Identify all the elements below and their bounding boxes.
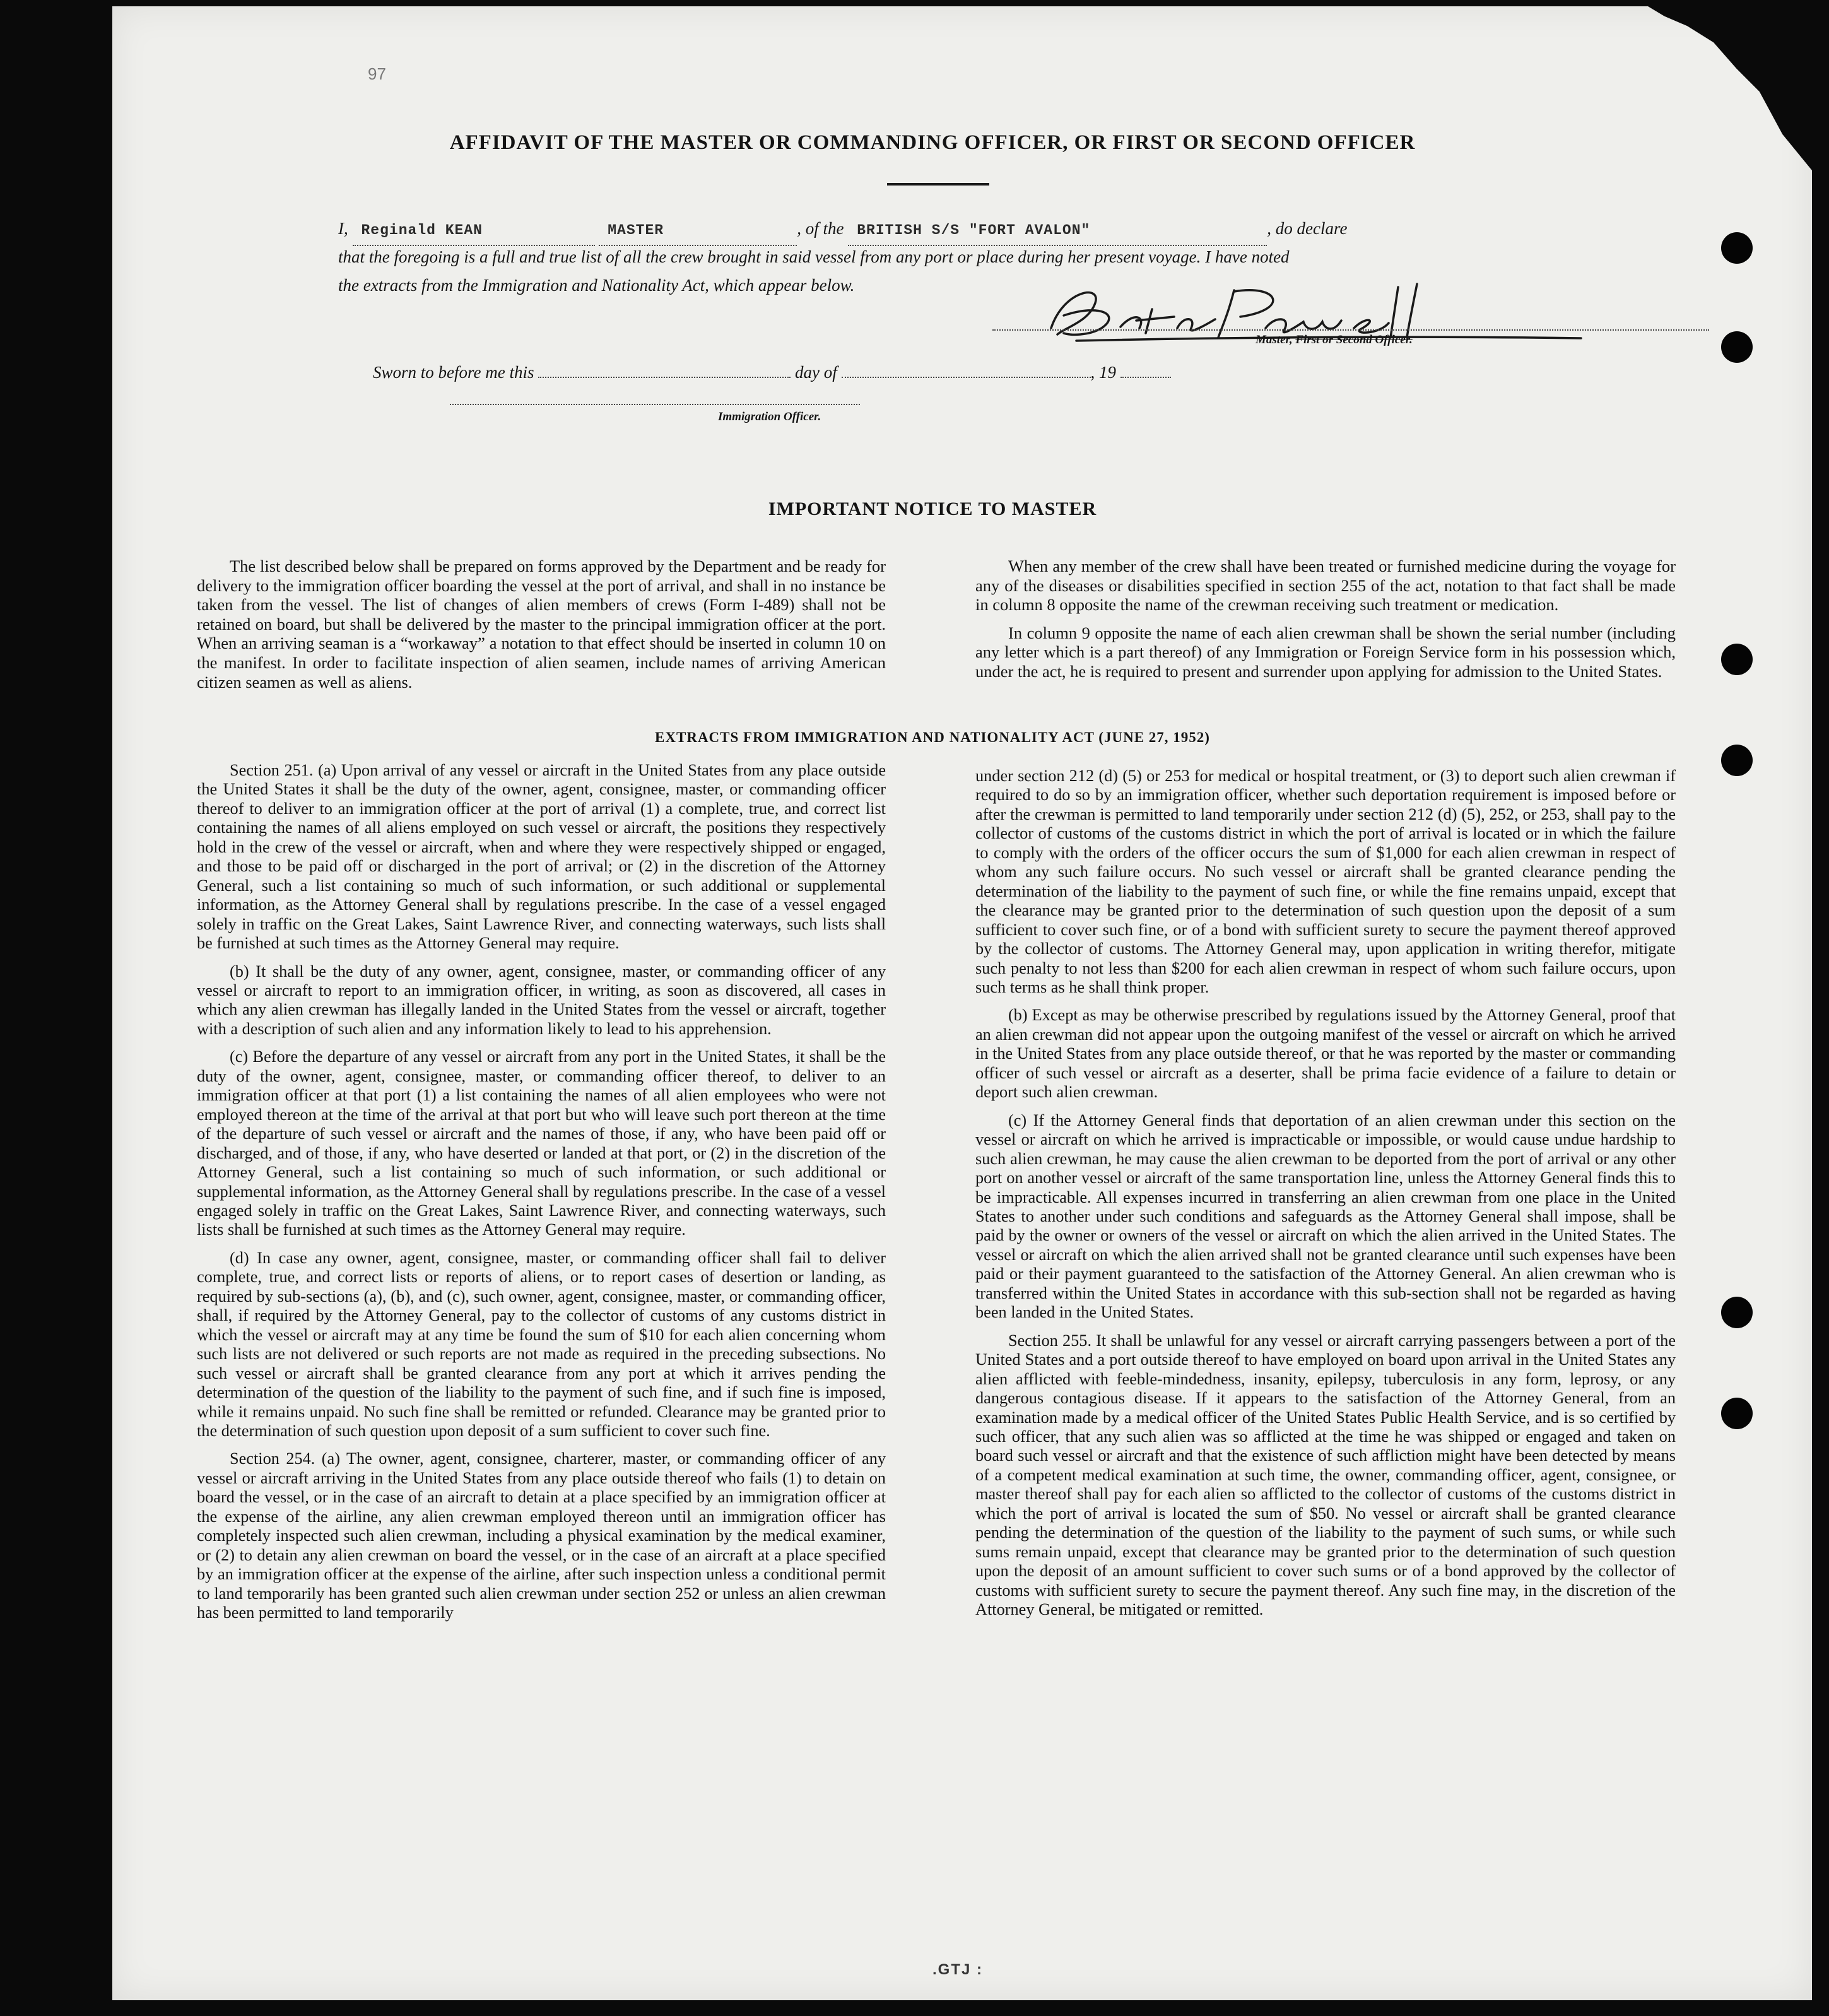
footer-mark: .GTJ :: [932, 1961, 984, 1978]
officer-label: Immigration Officer.: [718, 410, 821, 423]
master-name-field: Reginald KEAN: [353, 216, 595, 246]
ship-field: BRITISH S/S "FORT AVALON": [848, 216, 1267, 246]
binder-hole: [1721, 745, 1753, 776]
officer-signature-line: [450, 404, 860, 405]
sworn-line: Sworn to before me this day of , 19: [373, 358, 1171, 387]
rank-field: MASTER: [599, 216, 797, 246]
binder-hole: [1721, 232, 1753, 264]
affidavit-title: AFFIDAVIT OF THE MASTER OR COMMANDING OFFICER, OR FIRST OR SECOND OFFICER: [449, 131, 1416, 154]
extracts-title: EXTRACTS FROM IMMIGRATION AND NATIONALITY ACT (JUNE 27, 1952): [655, 729, 1210, 745]
declaration-line-3: the extracts from the Immigration and Nationality Act, which appear below.: [338, 276, 855, 295]
signature-line: [992, 329, 1709, 331]
declaration-line-2: that the foregoing is a full and true list of all the crew brought in said vessel from any port or place during her present voyage. I have noted: [338, 247, 1290, 266]
extract-paragraph: Section 255. It shall be unlawful for any vessel or aircraft carrying passengers between a port of the United States and a port outside thereof to have employed on board upon arrival in the United States any alien afflicted with feeble-mindedness, insanity, epilepsy, tuberculosis in any form, leprosy, or any dangerous contagious disease. If it appears to the satisfaction of the Attorney General, from an examination made by a medical officer of the United States Public Health Service, and is so certified by such officer, that any such alien was so afflicted at the time he was shipped or engaged and taken on board such vessel or aircraft and that the existence of such affliction might have been detected by means of a competent medical examination at such time, the owner, commanding officer, agent, consignee, or master thereof shall pay for each alien so afflicted to the collector of customs of the customs district in which the port of arrival is located the sum of $50. No vessel or aircraft shall be granted clearance pending the determination of the question of the liability to the payment of such sums, or while such sums remain unpaid, except that clearance may be granted prior to the determination of such question upon the deposit of an amount sufficient to cover such sums or of a bond approved by the collector of customs with sufficient surety to secure the payment thereof. Any such fine may, in the discretion of the Attorney General, be mitigated or remitted.: [975, 1331, 1676, 1619]
notice-right-column: [975, 557, 1676, 690]
extracts-right-column: [975, 767, 1676, 1628]
extract-paragraph: (c) If the Attorney General finds that deportation of an alien crewman under this section on the vessel or aircraft on which he arrived is impracticable or impossible, or would cause undue hardship to such alien crewman, he may cause the alien crewman to be deported from the port of arrival or any other port on another vessel or aircraft of the same transportation line, unless the Attorney General finds this to be impracticable. All expenses incurred in transferring an alien crewman from one place in the United States to another under such conditions and safeguards as the Attorney General shall impose, shall be paid by the owner or owners of the vessel or aircraft on which the alien arrived in the United States. The vessel or aircraft on which the alien arrived shall not be granted clearance until such expenses have been paid or their payment guaranteed to the satisfaction of the Attorney General. An alien crewman who is transferred within the United States in accordance with this sub-section shall not be regarded as having been landed in the United States.: [975, 1111, 1676, 1322]
document-page: [112, 6, 1812, 2000]
declaration-suffix: , do declare: [1267, 219, 1348, 238]
binder-hole: [1721, 331, 1753, 363]
notice-paragraph: The list described below shall be prepared on forms approved by the Department and be ready for delivery to the immigration officer boarding the vessel at the port of arrival, and shall in no instance be taken from the vessel. The list of changes of alien members of crews (Form I-489) shall not be retained on board, but shall be delivered by the master to the principal immigration officer at the port. When an arriving seaman is a “workaway” a notation to that effect should be inserted in column 10 on the manifest. In order to facilitate inspection of alien seamen, include names of arriving American citizen seamen as well as aliens.: [197, 557, 886, 692]
extract-paragraph: under section 212 (d) (5) or 253 for medical or hospital treatment, or (3) to deport such alien crewman if required to do so by an immigration officer, whether such deportation requirement is imposed before or after the crewman is permitted to land temporarily under section 212 (d) (5), 252, or 253, shall pay to the collector of customs of the customs district in which the port of arrival is located or in which the failure to comply with the orders of the officer occurs the sum of $1,000 for each alien crewman in respect of whom any such failure occurs. No such vessel or aircraft shall be granted clearance pending the determination of the liability to the payment of such fine, or while the fine remains unpaid, except that the clearance may be granted prior to the determination of such question upon the deposit of a sum sufficient to cover such fine, or of a bond with sufficient surety to secure the payment thereof approved by the collector of customs. The Attorney General may, upon application in writing therefor, mitigate such penalty to not less than $200 for each alien crewman in respect of whom such failure occurs, upon such terms as he shall think proper.: [975, 767, 1676, 996]
notice-paragraph: In column 9 opposite the name of each alien crewman shall be shown the serial number (including any letter which is a part thereof) of any Immigration or Foreign Service form in his possession which, under the act, he is required to present and surrender upon applying for admission to the United States.: [975, 623, 1676, 681]
master-label: Master, First or Second Officer.: [1256, 333, 1413, 346]
extract-paragraph: (c) Before the departure of any vessel or aircraft from any port in the United States, it shall be the duty of the owner, agent, consignee, master, or commanding officer thereof, to deliver to an immigration officer at that port (1) a list containing the names of all alien employees who were not employed thereon at the time of the arrival at that port but who will leave such port thereon at the time of the departure of such vessel or aircraft and the names of those, if any, who have been paid off or discharged, and of those, if any, who have deserted or landed at that port, or (2) in the discretion of the Attorney General, such a list containing so much of such information, or such additional or supplemental information, as the Attorney General shall by regulations prescribe. In the case of a vessel engaged solely in traffic on the Great Lakes, Saint Lawrence River, and connecting waterways, such lists shall be furnished at such times as the Attorney General may require.: [197, 1047, 886, 1239]
notice-left-column: [197, 557, 886, 700]
extract-paragraph: (b) It shall be the duty of any owner, agent, consignee, master, or commanding officer of any vessel or aircraft to report to an immigration officer, in writing, as soon as discovered, all cases in which any alien crewman has illegally landed in the United States from the vessel or aircraft, together with a description of such alien and any information likely to lead to his apprehension.: [197, 962, 886, 1038]
binder-hole: [1721, 1297, 1753, 1328]
extract-paragraph: (b) Except as may be otherwise prescribed by regulations issued by the Attorney General, proof that an alien crewman did not appear upon the outgoing manifest of the vessel or aircraft on which he arrived in the United States from any place outside thereof, or that he was reported by the master or commanding officer of such vessel or aircraft as a deserter, shall be prima facie evidence of a failure to detain or deport such alien crewman.: [975, 1006, 1676, 1102]
extract-paragraph: Section 254. (a) The owner, agent, consignee, charterer, master, or commanding officer of any vessel or aircraft arriving in the United States from any place outside thereof who fails (1) to detain on board the vessel, or in the case of an aircraft to detain at a place specified by an immigration officer at the expense of the airline, any alien crewman employed thereon until an immigration officer has completely inspected such alien crewman, including a physical examination by the medical examiner, or (2) to detain any alien crewman on board the vessel, or in the case of an aircraft at a place specified by an immigration officer at the expense of the airline, after such inspection unless a conditional permit to land temporarily has been granted such alien crewman under section 252 or unless an alien crewman has been permitted to land temporarily: [197, 1449, 886, 1622]
page-mark: 97: [368, 64, 386, 83]
declaration-line-1: [338, 215, 1638, 246]
notice-title: IMPORTANT NOTICE TO MASTER: [768, 498, 1097, 519]
binder-hole: [1721, 644, 1753, 675]
declaration-prefix: I,: [338, 219, 348, 238]
extract-paragraph: Section 251. (a) Upon arrival of any vessel or aircraft in the United States from any place outside the United States it shall be the duty of the owner, agent, consignee, master, or commanding officer thereof to deliver to an immigration officer at the port of arrival (1) a complete, true, and correct list containing the names of all aliens employed on such vessel or aircraft, the positions they respectively hold in the crew of the vessel or aircraft, when and where they were respectively shipped or engaged, and those to be paid off or discharged in the port of arrival; or (2) in the discretion of the Attorney General, such a list containing so much of such information, or such additional or supplemental information, as the Attorney General shall by regulations prescribe. In the case of a vessel engaged solely in traffic on the Great Lakes, Saint Lawrence River, and connecting waterways, such lists shall be furnished at such times as the Attorney General may require.: [197, 761, 886, 953]
declaration-of-the: , of the: [797, 219, 844, 238]
extracts-left-column: [197, 761, 886, 1631]
title-rule: [887, 183, 989, 186]
notice-paragraph: When any member of the crew shall have been treated or furnished medicine during the voyage for any of the diseases or disabilities specified in section 255 of the act, notation to that fact shall be made in column 8 opposite the name of the crewman receiving such treatment or medication.: [975, 557, 1676, 615]
binder-hole: [1721, 1398, 1753, 1429]
extract-paragraph: (d) In case any owner, agent, consignee, master, or commanding officer shall fail to deliver complete, true, and correct lists or reports of aliens, or to report cases of desertion or landing, as required by sub-sections (a), (b), and (c), such owner, agent, consignee, master, or commanding officer, shall, if required by the Attorney General, pay to the collector of customs of any customs district in which the vessel or aircraft may at any time be found the sum of $10 for each alien concerning whom such lists are not delivered or such reports are not made as required in the preceding subsections. No such vessel or aircraft shall be granted clearance from any port at which it arrives pending the determination of the question of the liability to the payment of such fine, and if such fine is imposed, while it remains unpaid. No such fine shall be remitted or refunded. Clearance may be granted prior to the determination of such question upon deposit of a sum sufficient to cover such fine.: [197, 1248, 886, 1440]
